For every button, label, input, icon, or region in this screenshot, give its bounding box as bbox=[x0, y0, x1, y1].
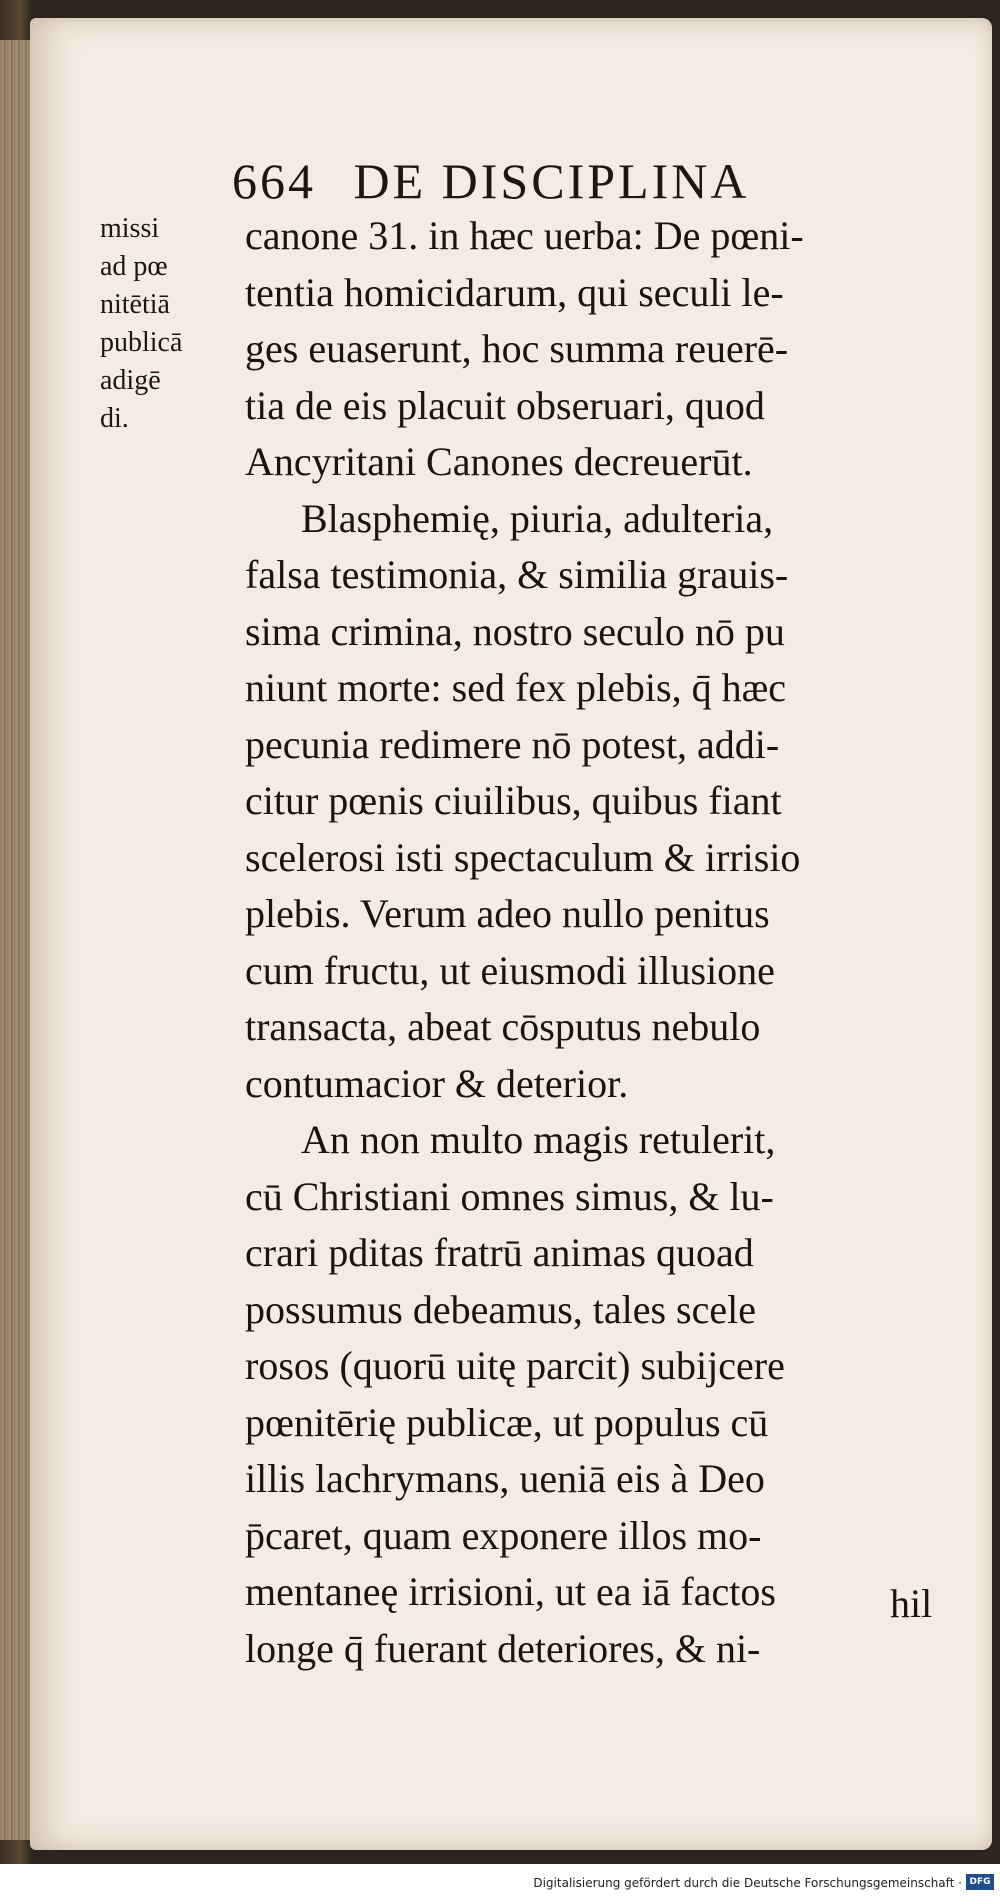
text-line: possumus debeamus, tales scele bbox=[245, 1286, 756, 1332]
text-line: pœnitērię publicæ, ut populus cū bbox=[245, 1399, 769, 1445]
marginal-note-line: di. bbox=[100, 403, 129, 434]
marginal-note bbox=[100, 210, 230, 438]
text-line: niunt morte: sed fex plebis, q̄ hæc bbox=[245, 665, 787, 710]
page-number: 664 bbox=[232, 153, 316, 209]
text-line: plebis. Verum adeo nullo penitus bbox=[245, 891, 770, 936]
text-line: falsa testimonia, & similia grauis- bbox=[245, 552, 789, 597]
text-line: citur pœnis ciuilibus, quibus fiant bbox=[245, 778, 782, 823]
paragraph bbox=[245, 1112, 935, 1677]
text-line: transacta, abeat cōsputus nebulo bbox=[245, 1004, 761, 1049]
text-line: canone 31. in hæc uerba: De pœni- bbox=[245, 213, 804, 258]
catchword: hil bbox=[890, 1581, 933, 1626]
text-line: Ancyritani Canones decreuerūt. bbox=[245, 439, 753, 484]
text-line: mentaneę irrisioni, ut ea iā factos bbox=[245, 1569, 776, 1614]
marginal-note-line: ad pœ bbox=[100, 251, 168, 282]
text-line: cum fructu, ut eiusmodi illusione bbox=[245, 947, 775, 993]
text-line: pecunia redimere nō potest, addi- bbox=[245, 721, 780, 767]
marginal-note-line: missi bbox=[100, 213, 160, 244]
text-line: An non multo magis retulerit, bbox=[301, 1117, 776, 1162]
marginal-note-line: publicā bbox=[100, 327, 183, 358]
dfg-logo-icon: DFG bbox=[966, 1874, 994, 1890]
paragraph bbox=[245, 208, 935, 491]
text-line: crari pditas fratrū animas quoad bbox=[245, 1230, 754, 1275]
text-line: sima crimina, nostro seculo nō pu bbox=[245, 608, 785, 654]
text-line: ges euaserunt, hoc summa reuerē- bbox=[245, 326, 789, 371]
text-line: longe q̄ fuerant deteriores, & ni- bbox=[245, 1625, 761, 1671]
running-head bbox=[232, 152, 749, 210]
marginal-note-line: adigē bbox=[100, 365, 161, 396]
running-title: DE DISCIPLINA bbox=[353, 153, 750, 209]
paragraph bbox=[245, 491, 935, 1113]
marginal-note-line: nitētiā bbox=[100, 289, 170, 320]
text-line: tentia homicidarum, qui seculi le- bbox=[245, 269, 784, 315]
text-line: illis lachrymans, ueniā eis à Deo bbox=[245, 1456, 765, 1501]
text-line: scelerosi isti spectaculum & irrisio bbox=[245, 834, 801, 880]
text-line: tia de eis placuit obseruari, quod bbox=[245, 382, 765, 428]
text-line: contumacior & deterior. bbox=[245, 1060, 629, 1106]
text-line: Blasphemię, piuria, adulteria, bbox=[301, 495, 774, 541]
digitization-credit: Digitalisierung gefördert durch die Deutsche Forschungsgemeinschaft · bbox=[533, 1876, 962, 1890]
text-line: rosos (quorū uitę parcit) subijcere bbox=[245, 1343, 785, 1388]
body-text bbox=[245, 208, 935, 1677]
text-line: p̄caret, quam exponere illos mo- bbox=[245, 1512, 762, 1558]
text-line: cū Christiani omnes simus, & lu- bbox=[245, 1173, 774, 1219]
